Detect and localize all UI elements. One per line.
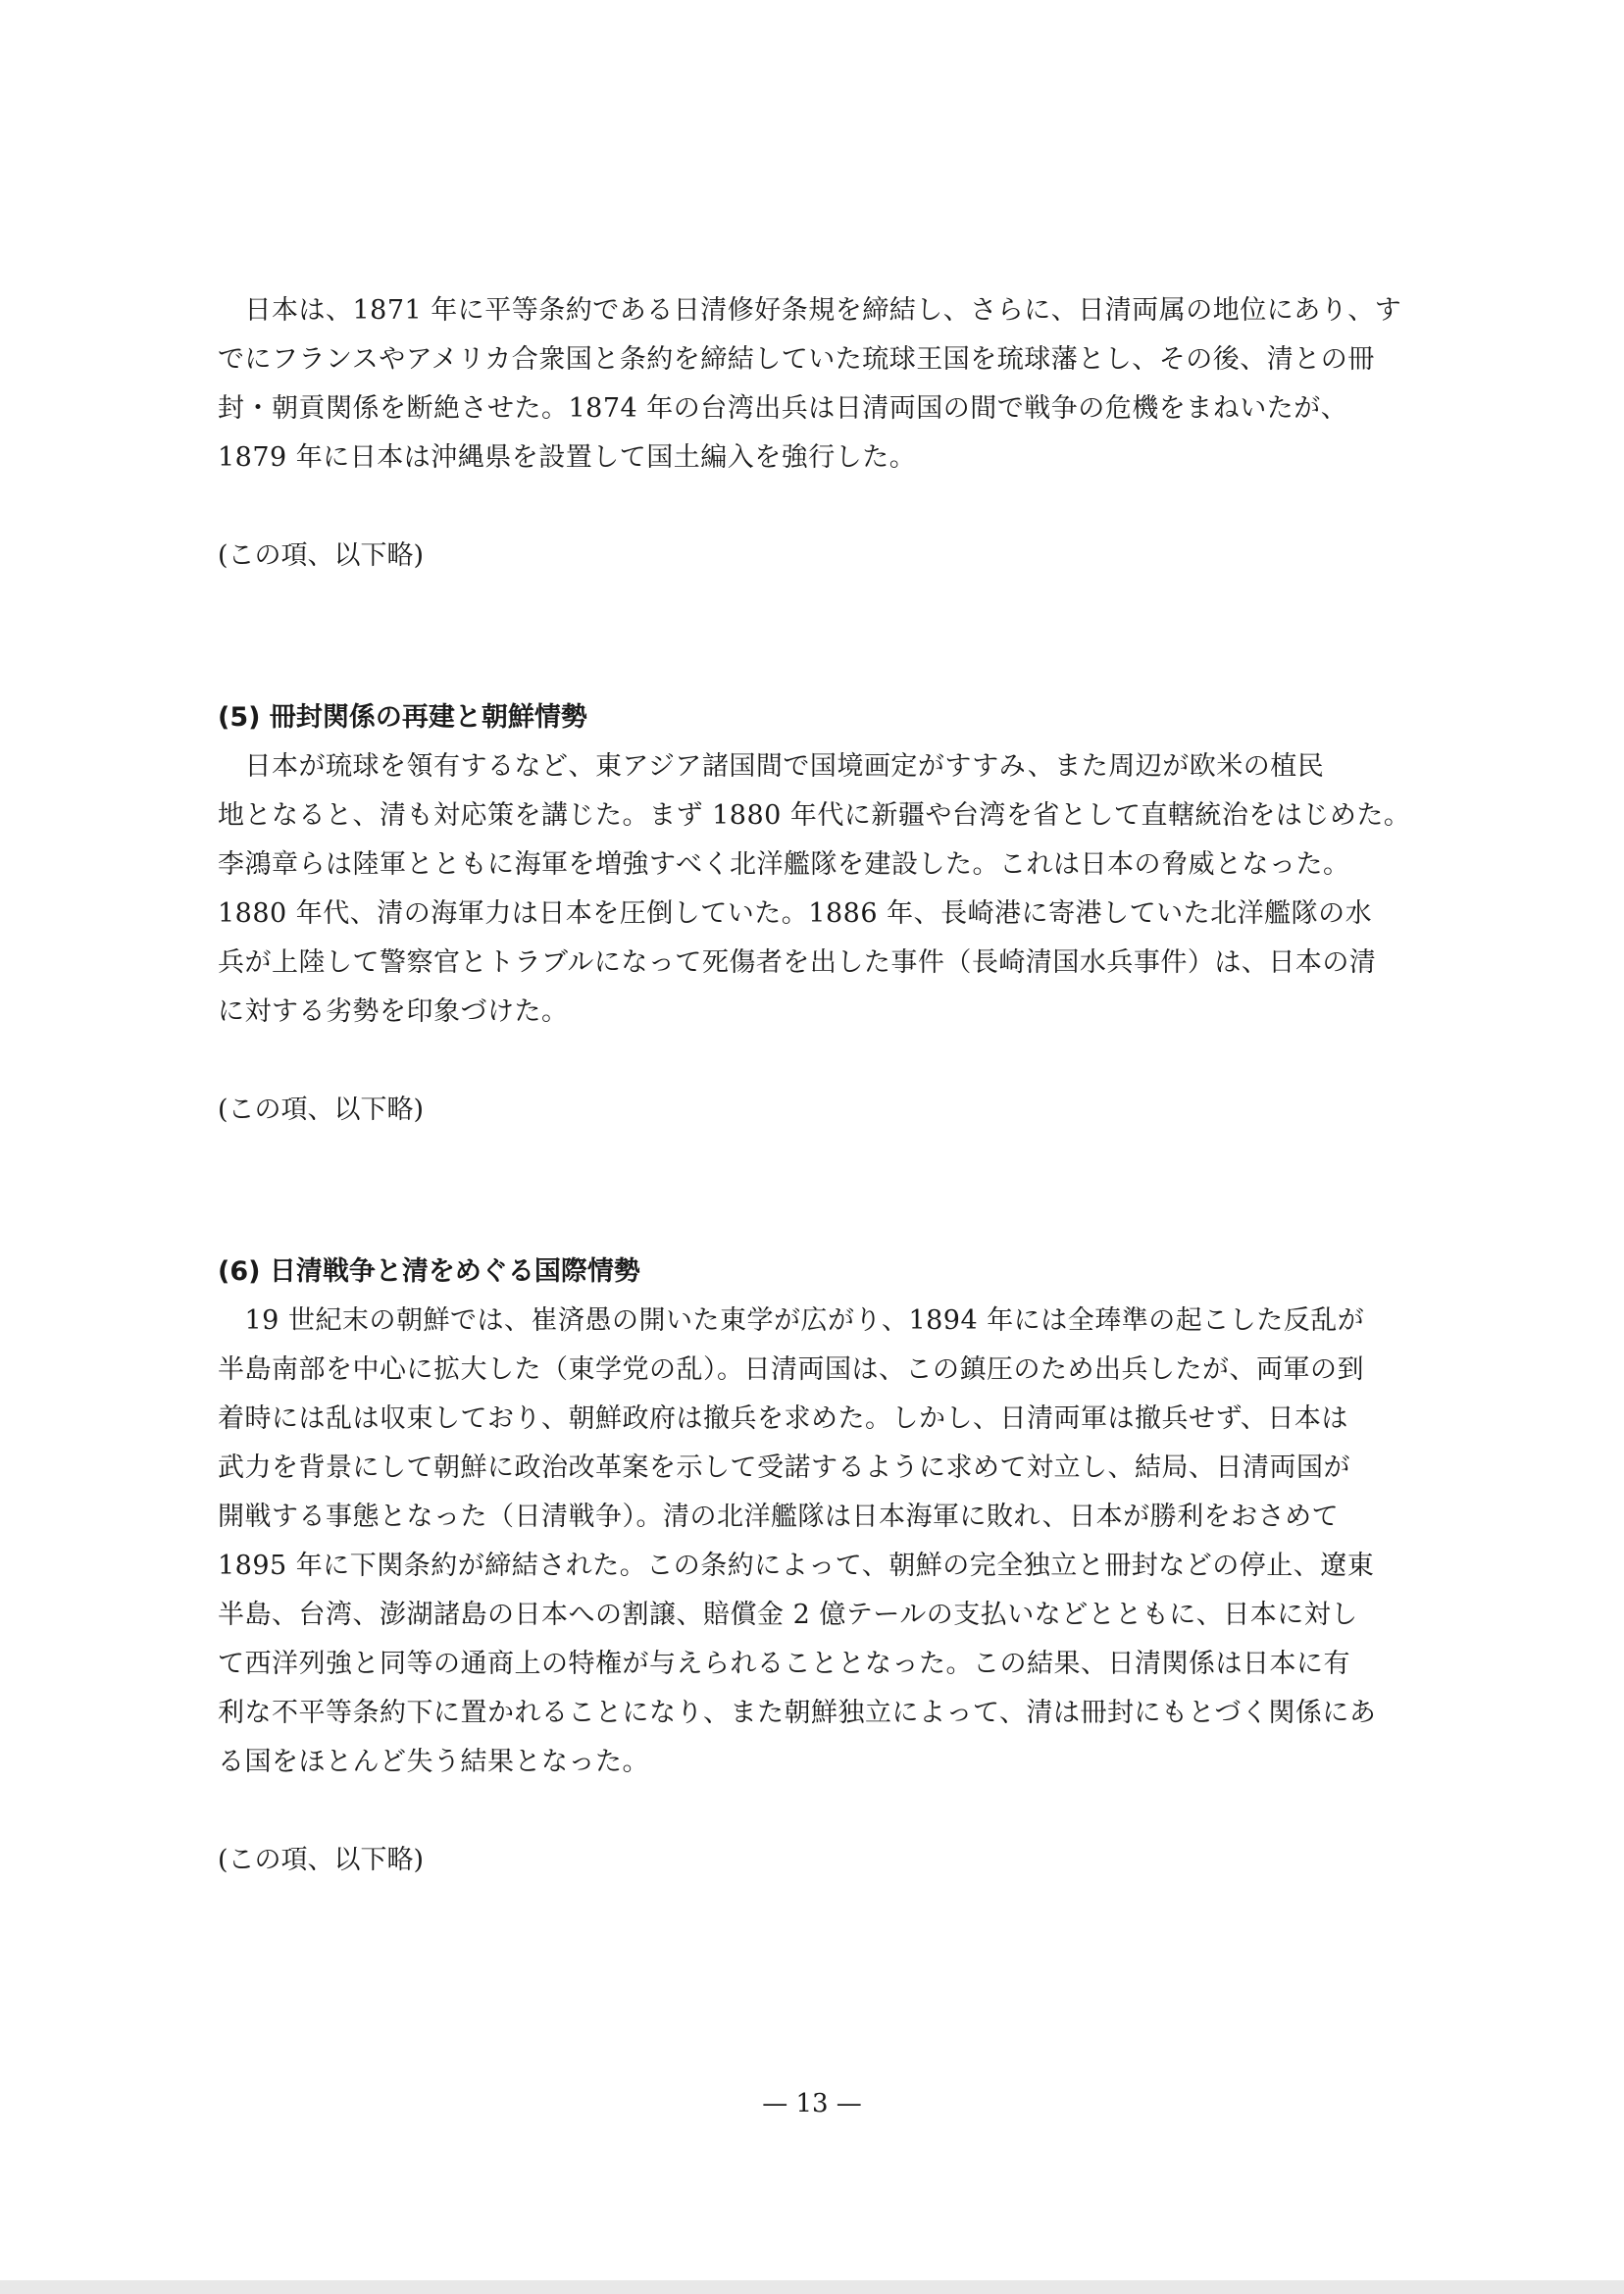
section-heading: (5) 冊封関係の再建と朝鮮情勢 [218,702,587,733]
section6-line: 半島、台湾、澎湖諸島の日本への割譲、賠償金 2 億テールの支払いなどとともに、日本に対し [218,1600,1358,1630]
section6-line: 利な不平等条約下に置かれることになり、また朝鮮独立によって、清は冊封にもとづく関係にあ [218,1698,1377,1728]
section6-line: 武力を背景にして朝鮮に政治改革案を示して受諾するように求めて対立し、結局、日清両国が [218,1453,1350,1483]
omitted-note: (この項、以下略) [218,1845,425,1875]
section5-line: 日本が琉球を領有するなど、東アジア諸国間で国境画定がすすみ、また周辺が欧米の植民 [218,751,1325,782]
omitted-note: (この項、以下略) [218,540,425,571]
omitted-note: (この項、以下略) [218,1095,425,1125]
section6-line: る国をほとんど失う結果となった。 [218,1747,649,1777]
section5-line: 兵が上陸して警察官とトラブルになって死傷者を出した事件（長崎清国水兵事件）は、日本の清 [218,947,1377,978]
section6-line: 19 世紀末の朝鮮では、崔済愚の開いた東学が広がり、1894 年には全琫準の起こした反乱が [218,1305,1365,1336]
section6-line: 1895 年に下関条約が締結された。この条約によって、朝鮮の完全独立と冊封などの停止、遼東 [218,1551,1375,1581]
section5-line: に対する劣勢を印象づけた。 [218,996,569,1027]
intro-line: 1879 年に日本は沖縄県を設置して国土編入を強行した。 [218,442,917,473]
section6-line: 着時には乱は収束しており、朝鮮政府は撤兵を求めた。しかし、日清両軍は撤兵せず、日本は [218,1403,1348,1434]
intro-line: 封・朝貢関係を断絶させた。1874 年の台湾出兵は日清両国の間で戦争の危機をまねいたが、 [218,393,1348,424]
page-content [218,286,1411,1885]
section5-line: 李鴻章らは陸軍とともに海軍を増強すべく北洋艦隊を建設した。これは日本の脅威となった。 [218,849,1350,880]
section-heading: (6) 日清戦争と清をめぐる国際情勢 [218,1256,640,1287]
page-number: — 13 — [762,2089,862,2118]
section5-paragraph [218,742,1411,1037]
section5-line: 1880 年代、清の海軍力は日本を圧倒していた。1886 年、長崎港に寄港していた北洋艦隊の水 [218,898,1373,929]
intro-paragraph [218,286,1402,483]
section5-line: 地となると、清も対応策を講じた。まず 1880 年代に新疆や台湾を省として直轄統治をはじめた。 [218,800,1411,831]
scan-edge [0,2280,1624,2294]
section6-line: 半島南部を中心に拡大した（東学党の乱）。日清両国は、この鎮圧のため出兵したが、両軍の到 [218,1354,1364,1385]
section6-line: 開戦する事態となった（日清戦争）。清の北洋艦隊は日本海軍に敗れ、日本が勝利をおさめて [218,1502,1340,1532]
intro-line: でにフランスやアメリカ合衆国と条約を締結していた琉球王国を琉球藩とし、その後、清との冊 [218,344,1375,375]
section6-line: て西洋列強と同等の通商上の特権が与えられることとなった。この結果、日清関係は日本に有 [218,1649,1350,1679]
intro-line: 日本は、1871 年に平等条約である日清修好条規を締結し、さらに、日清両属の地位にあり、す [218,295,1402,326]
section6-paragraph [218,1297,1395,1787]
